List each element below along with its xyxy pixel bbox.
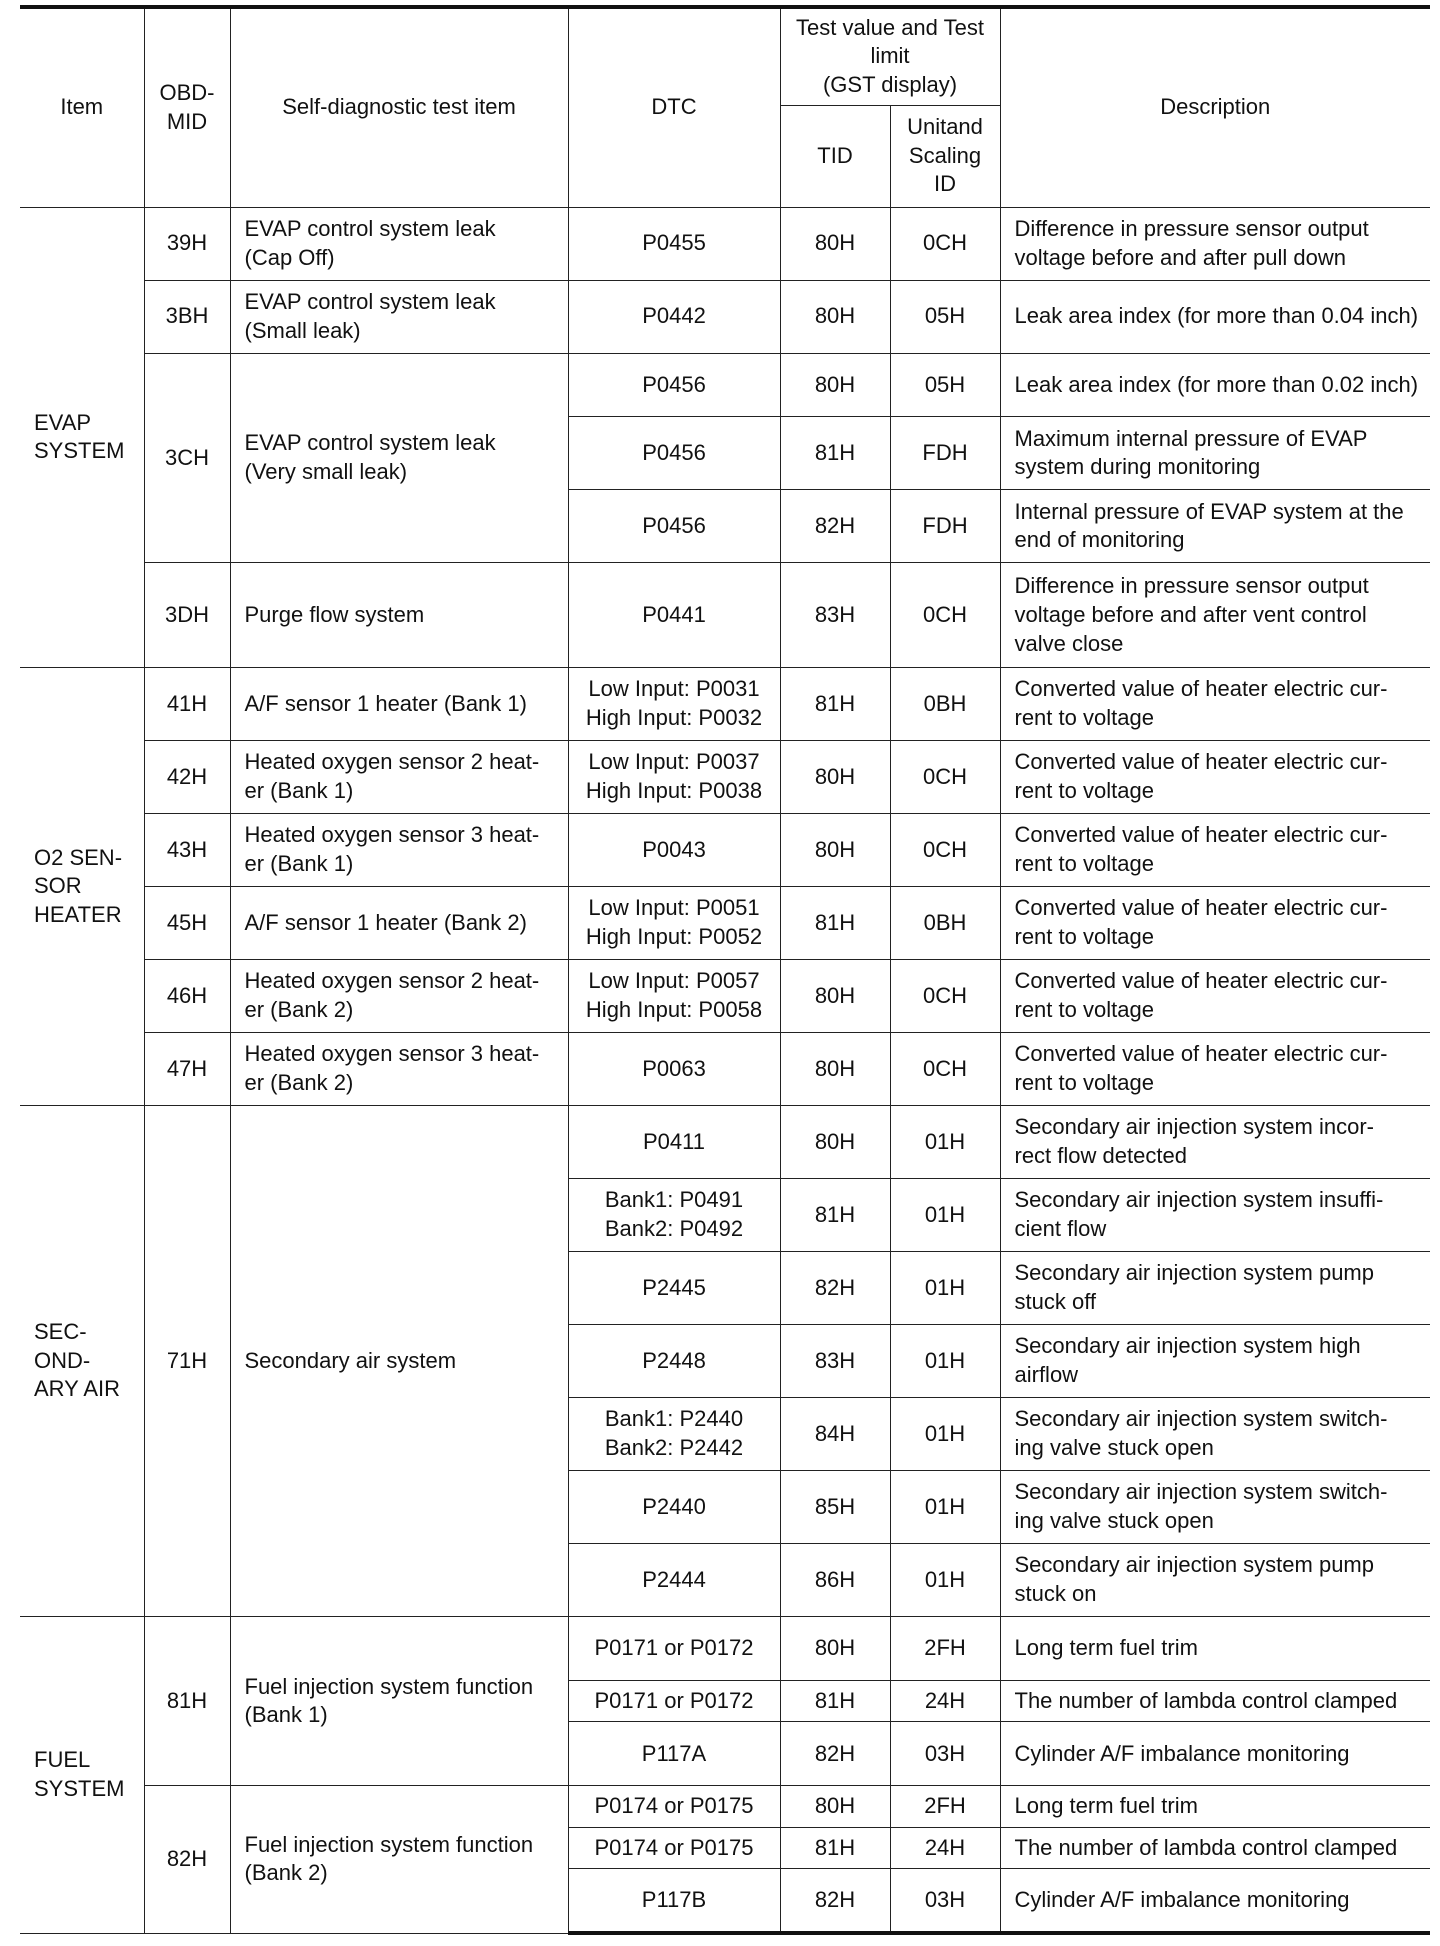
tid-cell [780, 668, 890, 741]
description-cell [1000, 887, 1430, 960]
unit-scaling-cell [890, 814, 1000, 887]
description-cell-text: The number of lambda control clamped [1014, 1834, 1398, 1860]
tid-cell-text: 81H [814, 690, 856, 716]
description-cell-text: Secondary air injection system incor- rect flow detected [1014, 1114, 1374, 1169]
unit-scaling-cell [890, 1869, 1000, 1933]
dtc-cell-text: P0171 or P0172 [594, 1687, 754, 1713]
unit-scaling-cell-text: 0CH [922, 601, 967, 627]
unit-scaling-cell-text: 24H [924, 1687, 966, 1713]
description-cell [1000, 1680, 1430, 1721]
test-item-cell-text: EVAP control system leak (Small leak) [244, 288, 496, 343]
test-item-cell [230, 563, 568, 668]
group-item-cell [20, 1617, 144, 1933]
description-cell-text: Converted value of heater electric cur- rent to voltage [1014, 676, 1388, 731]
tid-cell [780, 741, 890, 814]
dtc-cell-text: P117B [641, 1886, 707, 1912]
tid-cell [780, 353, 890, 417]
unit-scaling-cell [890, 1680, 1000, 1721]
dtc-cell-text: P0043 [642, 836, 706, 862]
unit-scaling-cell-text: 01H [924, 1274, 966, 1300]
obd-mid-cell-text: 45H [166, 909, 208, 935]
test-item-cell [230, 1617, 568, 1786]
tid-cell [780, 1179, 890, 1252]
test-item-cell [230, 814, 568, 887]
unit-scaling-cell-text: 05H [924, 371, 966, 397]
header-test-value-text: Test value and Test limit (GST display) [796, 14, 984, 98]
test-item-cell-text: Purge flow system [244, 601, 425, 627]
unit-scaling-cell [890, 1252, 1000, 1325]
description-cell-text: Secondary air injection system high airflow [1014, 1333, 1361, 1388]
description-cell-text: Internal pressure of EVAP system at the end of monitoring [1014, 498, 1404, 553]
tid-cell-text: 82H [814, 1274, 856, 1300]
test-item-cell [230, 1033, 568, 1106]
unit-scaling-cell [890, 960, 1000, 1033]
unit-scaling-cell [890, 1786, 1000, 1827]
tid-cell-text: 81H [814, 1201, 856, 1227]
tid-cell-text: 80H [814, 1635, 856, 1661]
description-cell [1000, 1398, 1430, 1471]
dtc-cell [568, 490, 780, 563]
description-cell [1000, 490, 1430, 563]
group-item-cell [20, 668, 144, 1106]
tid-cell [780, 563, 890, 668]
header-test-item: Self-diagnostic test item [230, 7, 568, 207]
tid-cell-text: 80H [814, 763, 856, 789]
description-cell-text: Converted value of heater electric cur- rent to voltage [1014, 895, 1388, 950]
table-row [20, 1033, 1430, 1106]
tid-cell [780, 490, 890, 563]
obd-mid-cell [144, 1106, 230, 1617]
unit-scaling-cell-text: 0CH [922, 982, 967, 1008]
tid-cell-text: 81H [814, 1687, 856, 1713]
tid-cell-text: 81H [814, 909, 856, 935]
unit-scaling-cell [890, 1544, 1000, 1617]
test-item-cell-text: Heated oxygen sensor 2 heat- er (Bank 2) [244, 968, 540, 1023]
table-row [20, 668, 1430, 741]
tid-cell [780, 1680, 890, 1721]
dtc-cell-text: P117A [641, 1740, 707, 1766]
dtc-cell-text: P0171 or P0172 [594, 1635, 754, 1661]
dtc-cell-text: Bank1: P2440 Bank2: P2442 [604, 1406, 744, 1461]
description-cell-text: Long term fuel trim [1014, 1793, 1198, 1819]
description-cell [1000, 960, 1430, 1033]
table-row [20, 814, 1430, 887]
tid-cell [780, 207, 890, 280]
unit-scaling-cell-text: 0CH [922, 836, 967, 862]
unit-scaling-cell [890, 1471, 1000, 1544]
dtc-cell [568, 1544, 780, 1617]
tid-cell-text: 80H [814, 836, 856, 862]
dtc-cell-text: Low Input: P0057 High Input: P0058 [585, 968, 763, 1023]
dtc-cell [568, 668, 780, 741]
dtc-cell [568, 563, 780, 668]
tid-cell-text: 80H [814, 1128, 856, 1154]
dtc-cell [568, 814, 780, 887]
obd-mid-cell [144, 668, 230, 741]
table-row [20, 887, 1430, 960]
description-cell-text: Secondary air injection system insuffi- cient flow [1014, 1187, 1384, 1242]
unit-scaling-cell [890, 1106, 1000, 1179]
obd-mid-cell-text: 3CH [164, 444, 209, 470]
dtc-cell [568, 887, 780, 960]
tid-cell [780, 814, 890, 887]
dtc-cell-text: Bank1: P0491 Bank2: P0492 [604, 1187, 744, 1242]
description-cell [1000, 207, 1430, 280]
dtc-cell-text: P0442 [642, 303, 706, 329]
unit-scaling-cell-text: 01H [924, 1201, 966, 1227]
test-item-cell-text: A/F sensor 1 heater (Bank 1) [244, 690, 527, 716]
test-item-cell [230, 887, 568, 960]
description-cell-text: Cylinder A/F imbalance monitoring [1014, 1886, 1350, 1912]
unit-scaling-cell-text: 2FH [924, 1793, 966, 1819]
tid-cell [780, 1033, 890, 1106]
description-cell [1000, 1827, 1430, 1868]
unit-scaling-cell [890, 353, 1000, 417]
dtc-cell [568, 280, 780, 353]
tid-cell [780, 1398, 890, 1471]
dtc-cell [568, 1252, 780, 1325]
description-cell-text: Leak area index (for more than 0.04 inch) [1014, 303, 1419, 329]
unit-scaling-cell-text: 01H [924, 1566, 966, 1592]
test-item-cell [230, 668, 568, 741]
group-item-cell-text: O2 SEN- SOR HEATER [34, 844, 123, 927]
obd-mid-cell-text: 3DH [164, 601, 209, 627]
tid-cell [780, 887, 890, 960]
description-cell [1000, 668, 1430, 741]
dtc-cell-text: Low Input: P0051 High Input: P0052 [585, 895, 763, 950]
group-item-cell [20, 207, 144, 668]
description-cell [1000, 1106, 1430, 1179]
dtc-cell-text: P2444 [642, 1566, 706, 1592]
obd-mid-cell-text: 71H [166, 1347, 208, 1373]
dtc-cell [568, 1722, 780, 1786]
tid-cell [780, 1827, 890, 1868]
table-row [20, 563, 1430, 668]
header-obd-mid [144, 7, 230, 207]
tid-cell-text: 80H [814, 230, 856, 256]
unit-scaling-cell [890, 1617, 1000, 1681]
tid-cell-text: 84H [814, 1420, 856, 1446]
unit-scaling-cell-text: 0CH [922, 1055, 967, 1081]
test-item-cell-text: EVAP control system leak (Very small leak) [244, 430, 496, 484]
description-cell [1000, 741, 1430, 814]
description-cell-text: Maximum internal pressure of EVAP system during monitoring [1014, 425, 1368, 480]
obd-mid-cell-text: 81H [166, 1687, 208, 1713]
description-cell-text: Cylinder A/F imbalance monitoring [1014, 1740, 1350, 1766]
obd-mid-cell [144, 207, 230, 280]
dtc-cell [568, 1680, 780, 1721]
dtc-cell-text: P2445 [642, 1274, 706, 1300]
obd-mid-cell [144, 960, 230, 1033]
dtc-cell-text: P0441 [642, 601, 706, 627]
unit-scaling-cell-text: 0BH [923, 909, 967, 935]
description-cell [1000, 1544, 1430, 1617]
table-body [20, 207, 1430, 1933]
obd-mid-cell-text: 43H [166, 836, 208, 862]
tid-cell-text: 85H [814, 1493, 856, 1519]
dtc-cell-text: P0174 or P0175 [594, 1834, 754, 1860]
unit-scaling-cell-text: 01H [924, 1347, 966, 1373]
dtc-cell-text: Low Input: P0037 High Input: P0038 [585, 749, 763, 804]
unit-scaling-cell [890, 1398, 1000, 1471]
test-item-cell-text: EVAP control system leak (Cap Off) [244, 215, 496, 270]
tid-cell-text: 83H [814, 1347, 856, 1373]
table-row [20, 1106, 1430, 1179]
obd-mid-cell-text: 46H [166, 982, 208, 1008]
test-item-cell [230, 207, 568, 280]
test-item-cell-text: Heated oxygen sensor 3 heat- er (Bank 1) [244, 822, 540, 877]
obd-mid-cell-text: 39H [166, 230, 208, 256]
header-item: Item [20, 7, 144, 207]
tid-cell-text: 82H [814, 1740, 856, 1766]
header-obd-mid-text: OBD- MID [159, 80, 215, 134]
tid-cell [780, 1617, 890, 1681]
obd-mid-cell [144, 563, 230, 668]
dtc-cell-text: Low Input: P0031 High Input: P0032 [585, 676, 763, 731]
description-cell-text: Secondary air injection system switch- ing valve stuck open [1014, 1406, 1388, 1461]
tid-cell-text: 80H [814, 371, 856, 397]
dtc-cell [568, 1398, 780, 1471]
tid-cell-text: 82H [814, 1886, 856, 1912]
tid-cell [780, 1786, 890, 1827]
tid-cell-text: 80H [814, 1793, 856, 1819]
description-cell [1000, 1786, 1430, 1827]
table-row [20, 353, 1430, 417]
dtc-cell [568, 417, 780, 490]
header-tid: TID [780, 105, 890, 207]
test-item-cell [230, 960, 568, 1033]
dtc-cell [568, 1786, 780, 1827]
description-cell [1000, 1033, 1430, 1106]
dtc-cell [568, 1179, 780, 1252]
header-dtc: DTC [568, 7, 780, 207]
description-cell [1000, 1179, 1430, 1252]
group-item-cell-text: FUEL SYSTEM [34, 1747, 125, 1801]
header-test-value [780, 7, 1000, 105]
dtc-cell-text: P0411 [643, 1128, 705, 1154]
dtc-cell-text: P0063 [642, 1055, 706, 1081]
description-cell-text: Difference in pressure sensor output voltage before and after pull down [1014, 215, 1369, 270]
obd-mid-cell [144, 814, 230, 887]
test-item-cell-text: Fuel injection system function (Bank 2) [244, 1831, 534, 1886]
unit-scaling-cell [890, 207, 1000, 280]
tid-cell-text: 80H [814, 1055, 856, 1081]
table-row [20, 741, 1430, 814]
dtc-cell [568, 1869, 780, 1933]
description-cell-text: Converted value of heater electric cur- rent to voltage [1014, 822, 1388, 877]
obd-mid-cell-text: 3BH [165, 303, 209, 329]
tid-cell-text: 82H [814, 513, 856, 539]
tid-cell [780, 1325, 890, 1398]
dtc-cell-text: P2448 [642, 1347, 706, 1373]
dtc-cell [568, 1106, 780, 1179]
description-cell-text: The number of lambda control clamped [1014, 1687, 1398, 1713]
obd-mid-cell [144, 741, 230, 814]
obd-mid-cell [144, 1033, 230, 1106]
dtc-cell [568, 960, 780, 1033]
unit-scaling-cell-text: 01H [924, 1128, 966, 1154]
dtc-cell [568, 1033, 780, 1106]
test-item-cell [230, 1786, 568, 1933]
description-cell-text: Long term fuel trim [1014, 1635, 1198, 1661]
dtc-cell-text: P0455 [642, 230, 706, 256]
description-cell [1000, 1722, 1430, 1786]
tid-cell-text: 83H [814, 601, 856, 627]
test-item-cell-text: Secondary air system [244, 1347, 457, 1373]
dtc-cell [568, 1471, 780, 1544]
description-cell [1000, 1325, 1430, 1398]
dtc-cell [568, 207, 780, 280]
tid-cell [780, 1471, 890, 1544]
tid-cell-text: 81H [814, 1834, 856, 1860]
header-unit-scaling-text: Unitand Scaling ID [907, 114, 983, 197]
unit-scaling-cell [890, 280, 1000, 353]
dtc-cell [568, 1325, 780, 1398]
test-item-cell [230, 280, 568, 353]
description-cell-text: Secondary air injection system switch- ing valve stuck open [1014, 1479, 1388, 1534]
obd-mid-cell [144, 280, 230, 353]
tid-cell [780, 1106, 890, 1179]
unit-scaling-cell [890, 741, 1000, 814]
obd-test-table [20, 5, 1430, 1935]
unit-scaling-cell-text: 03H [924, 1740, 966, 1766]
obd-mid-cell-text: 42H [166, 763, 208, 789]
unit-scaling-cell [890, 887, 1000, 960]
description-cell-text: Secondary air injection system pump stuck on [1014, 1552, 1374, 1607]
dtc-cell-text: P0456 [642, 371, 706, 397]
description-cell-text: Converted value of heater electric cur- rent to voltage [1014, 1041, 1388, 1096]
dtc-cell-text: P0174 or P0175 [594, 1793, 754, 1819]
tid-cell [780, 280, 890, 353]
test-item-cell [230, 353, 568, 563]
unit-scaling-cell-text: 0BH [923, 690, 967, 716]
tid-cell [780, 417, 890, 490]
unit-scaling-cell-text: FDH [922, 513, 968, 539]
test-item-cell [230, 1106, 568, 1617]
tid-cell-text: 80H [814, 303, 856, 329]
table-row [20, 960, 1430, 1033]
tid-cell [780, 1869, 890, 1933]
obd-mid-cell [144, 1617, 230, 1786]
description-cell [1000, 280, 1430, 353]
test-item-cell-text: A/F sensor 1 heater (Bank 2) [244, 909, 527, 935]
description-cell [1000, 563, 1430, 668]
unit-scaling-cell-text: 24H [924, 1834, 966, 1860]
tid-cell [780, 960, 890, 1033]
unit-scaling-cell-text: FDH [922, 440, 968, 466]
dtc-cell-text: P0456 [642, 440, 706, 466]
test-item-cell-text: Fuel injection system function (Bank 1) [244, 1673, 534, 1728]
description-cell [1000, 1869, 1430, 1933]
obd-mid-cell-text: 41H [166, 690, 208, 716]
description-cell [1000, 1252, 1430, 1325]
table-row [20, 207, 1430, 280]
tid-cell-text: 86H [814, 1566, 856, 1592]
unit-scaling-cell [890, 563, 1000, 668]
dtc-cell [568, 1617, 780, 1681]
description-cell [1000, 814, 1430, 887]
obd-mid-cell [144, 1786, 230, 1933]
description-cell-text: Converted value of heater electric cur- rent to voltage [1014, 749, 1388, 804]
group-item-cell-text: EVAP SYSTEM [34, 409, 125, 464]
unit-scaling-cell [890, 1827, 1000, 1868]
unit-scaling-cell [890, 1325, 1000, 1398]
test-item-cell-text: Heated oxygen sensor 3 heat- er (Bank 2) [244, 1041, 540, 1096]
unit-scaling-cell [890, 490, 1000, 563]
header-description: Description [1000, 7, 1430, 207]
unit-scaling-cell [890, 1722, 1000, 1786]
tid-cell [780, 1544, 890, 1617]
dtc-cell [568, 353, 780, 417]
obd-test-table-document [20, 5, 1430, 1935]
unit-scaling-cell-text: 0CH [922, 763, 967, 789]
description-cell [1000, 1471, 1430, 1544]
obd-mid-cell-text: 82H [166, 1846, 208, 1872]
tid-cell-text: 81H [814, 440, 856, 466]
description-cell-text: Converted value of heater electric cur- rent to voltage [1014, 968, 1388, 1023]
description-cell-text: Secondary air injection system pump stuck off [1014, 1260, 1374, 1315]
unit-scaling-cell [890, 417, 1000, 490]
description-cell-text: Leak area index (for more than 0.02 inch) [1014, 371, 1419, 397]
obd-mid-cell [144, 353, 230, 563]
dtc-cell [568, 741, 780, 814]
test-item-cell-text: Heated oxygen sensor 2 heat- er (Bank 1) [244, 749, 540, 804]
group-item-cell [20, 1106, 144, 1617]
description-cell-text: Difference in pressure sensor output voltage before and after vent control valve close [1014, 573, 1369, 656]
table-row [20, 1617, 1430, 1681]
tid-cell [780, 1252, 890, 1325]
header-unit-scaling [890, 105, 1000, 207]
unit-scaling-cell-text: 05H [924, 303, 966, 329]
obd-mid-cell-text: 47H [166, 1055, 208, 1081]
unit-scaling-cell-text: 03H [924, 1886, 966, 1912]
tid-cell [780, 1722, 890, 1786]
tid-cell-text: 80H [814, 982, 856, 1008]
unit-scaling-cell-text: 2FH [924, 1635, 966, 1661]
dtc-cell [568, 1827, 780, 1868]
unit-scaling-cell-text: 01H [924, 1493, 966, 1519]
table-row [20, 1786, 1430, 1827]
dtc-cell-text: P0456 [642, 513, 706, 539]
obd-mid-cell [144, 887, 230, 960]
unit-scaling-cell [890, 668, 1000, 741]
unit-scaling-cell [890, 1179, 1000, 1252]
description-cell [1000, 1617, 1430, 1681]
description-cell [1000, 417, 1430, 490]
group-item-cell-text: SEC- OND- ARY AIR [34, 1319, 121, 1402]
table-row [20, 280, 1430, 353]
dtc-cell-text: P2440 [642, 1493, 706, 1519]
unit-scaling-cell [890, 1033, 1000, 1106]
unit-scaling-cell-text: 0CH [922, 230, 967, 256]
description-cell [1000, 353, 1430, 417]
unit-scaling-cell-text: 01H [924, 1420, 966, 1446]
test-item-cell [230, 741, 568, 814]
